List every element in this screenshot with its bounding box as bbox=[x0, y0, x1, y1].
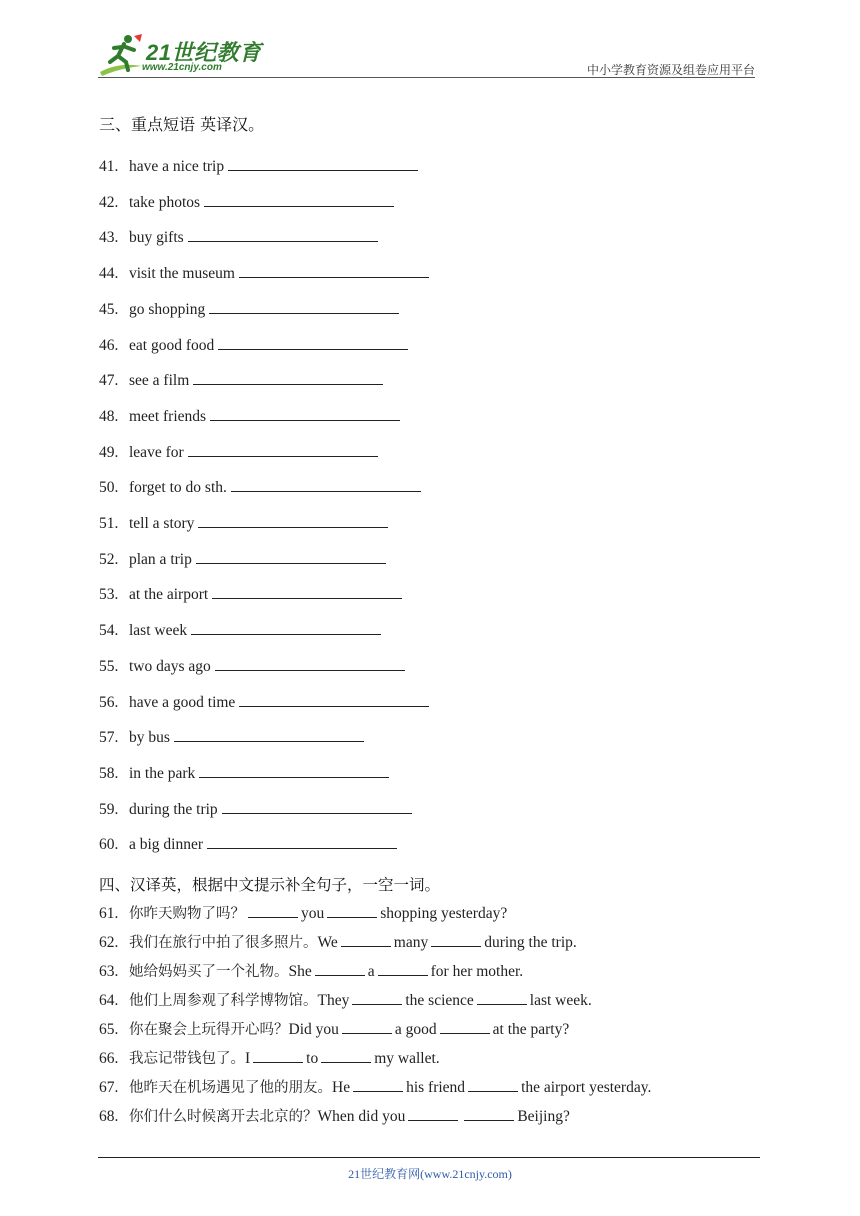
sentence-part: you bbox=[301, 905, 325, 922]
answer-blank[interactable] bbox=[210, 406, 400, 421]
item-number: 51. bbox=[99, 515, 119, 532]
answer-blank[interactable] bbox=[239, 692, 429, 707]
sentence-part: Beijing? bbox=[517, 1108, 570, 1125]
phrase-item bbox=[99, 834, 397, 854]
phrase-item bbox=[99, 156, 418, 176]
answer-blank[interactable] bbox=[248, 903, 298, 918]
answer-blank[interactable] bbox=[193, 370, 383, 385]
phrase-text: go shopping bbox=[129, 300, 206, 318]
answer-blank[interactable] bbox=[378, 961, 428, 976]
sentence-part: Did you bbox=[288, 1021, 339, 1038]
sentence-part: the airport yesterday. bbox=[521, 1079, 652, 1096]
sentence-part: They bbox=[317, 992, 350, 1009]
sentence-item bbox=[99, 989, 592, 1010]
phrase-text: forget to do sth. bbox=[129, 479, 227, 497]
answer-blank[interactable] bbox=[253, 1048, 303, 1063]
item-number: 48. bbox=[99, 407, 119, 425]
phrase-text: have a good time bbox=[129, 693, 236, 711]
phrase-item bbox=[99, 335, 408, 355]
item-number: 67. bbox=[99, 1079, 119, 1096]
sentence-part: my wallet. bbox=[374, 1050, 440, 1067]
page-header bbox=[98, 32, 755, 78]
sentence-item bbox=[99, 931, 577, 952]
sentence-part: during the trip. bbox=[484, 934, 577, 951]
phrase-item bbox=[99, 299, 399, 319]
item-number: 44. bbox=[99, 265, 119, 283]
chinese-prompt: 他们上周参观了科学博物馆。 bbox=[129, 993, 318, 1009]
item-number: 54. bbox=[99, 622, 119, 640]
sentence-part: When did you bbox=[317, 1108, 406, 1125]
sentence-part: to bbox=[306, 1050, 319, 1067]
item-number: 56. bbox=[99, 693, 119, 711]
phrase-text: at the airport bbox=[129, 586, 209, 604]
answer-blank[interactable] bbox=[431, 932, 481, 947]
item-number: 49. bbox=[99, 443, 119, 461]
item-number: 66. bbox=[99, 1050, 119, 1067]
phrase-text: a big dinner bbox=[129, 836, 204, 854]
sentence-item bbox=[99, 1047, 440, 1068]
sentence-item bbox=[99, 1076, 651, 1097]
answer-blank[interactable] bbox=[198, 513, 388, 528]
sentence-part: He bbox=[332, 1079, 351, 1096]
answer-blank[interactable] bbox=[174, 727, 364, 742]
phrase-item bbox=[99, 763, 389, 783]
phrase-item bbox=[99, 192, 394, 212]
sentence-part: a good bbox=[394, 1021, 437, 1038]
item-number: 57. bbox=[99, 729, 119, 747]
answer-blank[interactable] bbox=[188, 227, 378, 242]
sentence-part: She bbox=[288, 963, 312, 980]
item-number: 55. bbox=[99, 657, 119, 675]
sentence-part: a bbox=[367, 963, 375, 980]
answer-blank[interactable] bbox=[468, 1077, 518, 1092]
logo bbox=[98, 32, 268, 78]
header-tagline: 中小学教育资源及组卷应用平台 bbox=[586, 63, 755, 77]
chinese-prompt: 你昨天购物了吗？ bbox=[129, 906, 245, 922]
phrase-item bbox=[99, 692, 429, 712]
phrase-text: two days ago bbox=[129, 657, 211, 675]
item-number: 43. bbox=[99, 229, 119, 247]
section4-title: 四、汉译英，根据中文提示补全句子，一空一词。 bbox=[99, 876, 441, 894]
chinese-prompt: 他昨天在机场遇见了他的朋友。 bbox=[129, 1080, 332, 1096]
answer-blank[interactable] bbox=[477, 990, 527, 1005]
answer-blank[interactable] bbox=[327, 903, 377, 918]
item-number: 53. bbox=[99, 586, 119, 604]
phrase-text: by bus bbox=[129, 729, 170, 747]
item-number: 50. bbox=[99, 479, 119, 497]
phrase-text: visit the museum bbox=[129, 265, 235, 283]
chinese-prompt: 我们在旅行中拍了很多照片。 bbox=[129, 935, 318, 951]
logo-text: 21世纪教育 bbox=[146, 40, 262, 65]
item-number: 45. bbox=[99, 300, 119, 318]
answer-blank[interactable] bbox=[204, 192, 394, 207]
phrase-text: eat good food bbox=[129, 336, 215, 354]
phrase-item bbox=[99, 799, 412, 819]
item-number: 46. bbox=[99, 336, 119, 354]
phrase-item bbox=[99, 549, 386, 569]
answer-blank[interactable] bbox=[352, 990, 402, 1005]
footer-text: 21世纪教育网(www.21cnjy.com) bbox=[348, 1167, 512, 1181]
answer-blank[interactable] bbox=[209, 299, 399, 314]
answer-blank[interactable] bbox=[222, 799, 412, 814]
sentence-part: for her mother. bbox=[430, 963, 524, 980]
phrase-item bbox=[99, 584, 402, 604]
phrase-text: have a nice trip bbox=[129, 158, 225, 175]
sentence-item bbox=[99, 1018, 569, 1039]
answer-blank[interactable] bbox=[188, 442, 378, 457]
answer-blank[interactable] bbox=[199, 763, 389, 778]
sentence-part: I bbox=[245, 1050, 251, 1067]
phrase-item bbox=[99, 477, 421, 497]
phrase-text: see a film bbox=[129, 372, 190, 390]
phrase-item bbox=[99, 727, 364, 747]
item-number: 68. bbox=[99, 1108, 119, 1125]
answer-blank[interactable] bbox=[464, 1106, 514, 1121]
phrase-item bbox=[99, 406, 400, 426]
item-number: 65. bbox=[99, 1021, 119, 1038]
answer-blank[interactable] bbox=[321, 1048, 371, 1063]
answer-blank[interactable] bbox=[218, 335, 408, 350]
chinese-prompt: 你们什么时候离开去北京的？ bbox=[129, 1109, 318, 1125]
phrase-item bbox=[99, 263, 429, 283]
section3-title: 三、重点短语 英译汉。 bbox=[99, 115, 265, 134]
answer-blank[interactable] bbox=[231, 477, 421, 492]
phrase-text: plan a trip bbox=[129, 550, 192, 568]
phrase-text: leave for bbox=[129, 443, 184, 461]
item-number: 61. bbox=[99, 905, 119, 922]
sentence-part: last week. bbox=[529, 992, 592, 1009]
answer-blank[interactable] bbox=[207, 834, 397, 849]
sentence-part: his friend bbox=[406, 1079, 466, 1096]
sentence-part: at the party? bbox=[492, 1021, 570, 1038]
chinese-prompt: 你在聚会上玩得开心吗？ bbox=[129, 1022, 289, 1038]
answer-blank[interactable] bbox=[408, 1106, 458, 1121]
sentence-item bbox=[99, 960, 523, 981]
runner-logo-icon bbox=[98, 32, 144, 78]
item-number: 62. bbox=[99, 934, 119, 951]
phrase-item bbox=[99, 370, 383, 390]
answer-blank[interactable] bbox=[315, 961, 365, 976]
answer-blank[interactable] bbox=[239, 263, 429, 278]
chinese-prompt: 她给妈妈买了一个礼物。 bbox=[129, 964, 289, 980]
sentence-part: many bbox=[393, 934, 429, 951]
answer-blank[interactable] bbox=[341, 932, 391, 947]
phrase-item bbox=[99, 513, 388, 533]
chinese-prompt: 我忘记带钱包了。 bbox=[129, 1051, 245, 1067]
phrase-item bbox=[99, 620, 381, 640]
phrase-text: during the trip bbox=[129, 800, 218, 818]
footer-divider bbox=[98, 1157, 760, 1158]
answer-blank[interactable] bbox=[440, 1019, 490, 1034]
logo-url: www.21cnjy.com bbox=[142, 62, 222, 73]
item-number: 58. bbox=[99, 764, 119, 782]
header-divider bbox=[98, 77, 755, 78]
phrase-text: buy gifts bbox=[129, 229, 184, 247]
answer-blank[interactable] bbox=[212, 584, 402, 599]
phrase-text: last week bbox=[129, 622, 188, 640]
phrase-text: in the park bbox=[129, 764, 196, 782]
phrase-text: meet friends bbox=[129, 407, 207, 425]
phrase-text: take photos bbox=[129, 193, 201, 211]
phrase-text: tell a story bbox=[129, 515, 195, 532]
item-number: 64. bbox=[99, 992, 119, 1009]
item-number: 47. bbox=[99, 372, 119, 390]
answer-blank[interactable] bbox=[191, 620, 381, 635]
phrase-item bbox=[99, 442, 378, 462]
sentence-item bbox=[99, 1105, 570, 1126]
item-number: 52. bbox=[99, 550, 119, 568]
answer-blank[interactable] bbox=[353, 1077, 403, 1092]
item-number: 59. bbox=[99, 800, 119, 818]
item-number: 63. bbox=[99, 963, 119, 980]
sentence-item bbox=[99, 902, 507, 923]
answer-blank[interactable] bbox=[228, 156, 418, 171]
sentence-part: the science bbox=[405, 992, 474, 1009]
item-number: 60. bbox=[99, 836, 119, 854]
answer-blank[interactable] bbox=[196, 549, 386, 564]
sentence-part: shopping yesterday? bbox=[380, 905, 508, 922]
sentence-part: We bbox=[317, 934, 338, 951]
answer-blank[interactable] bbox=[342, 1019, 392, 1034]
item-number: 42. bbox=[99, 193, 119, 211]
phrase-item bbox=[99, 656, 405, 676]
item-number: 41. bbox=[99, 158, 119, 175]
phrase-item bbox=[99, 227, 378, 247]
answer-blank[interactable] bbox=[215, 656, 405, 671]
